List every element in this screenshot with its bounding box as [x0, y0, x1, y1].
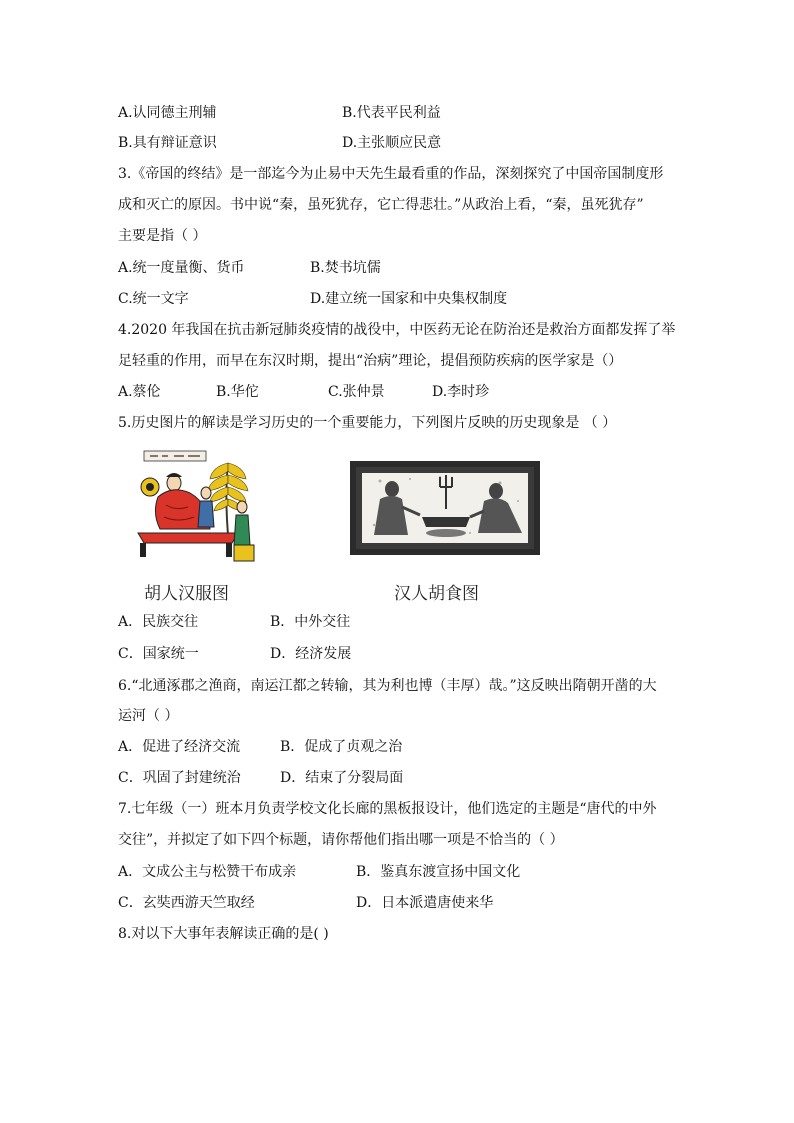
q3-option-c: C.统一文字 [118, 291, 189, 307]
q6-stem-line-2: 运河（ ） [118, 708, 179, 724]
q7-stem-line-2: 交往”，并拟定了如下四个标题，请你帮他们指出哪一项是不恰当的（ ） [118, 832, 564, 848]
q3-stem-line-1: 3.《帝国的终结》是一部迄今为止易中天先生最看重的作品，深刻探究了中国帝国制度形 [118, 166, 664, 182]
q3-option-b: B.焚书坑儒 [310, 260, 381, 276]
q4-stem-line-2: 足轻重的作用，而早在东汉时期，提出“治病”理论，提倡预防疾病的医学家是（） [118, 353, 623, 369]
q6-option-d: D．结束了分裂局面 [280, 770, 404, 786]
caption-han-hu-food: 汉人胡食图 [394, 584, 479, 604]
q6-option-a: A．促进了经济交流 [118, 739, 241, 755]
q2-option-c: B.具有辩证意识 [118, 135, 217, 151]
q2-option-a: A.认同德主刑辅 [118, 105, 217, 121]
q3-stem-line-3: 主要是指（ ） [118, 228, 207, 244]
q8-stem-line-1: 8.对以下大事年表解读正确的是( ) [118, 926, 329, 942]
q6-stem-line-1: 6.“北通涿郡之渔商，南运江都之转输，其为利也博（丰厚）哉。”这反映出隋朝开凿的大 [118, 678, 657, 694]
q7-option-c: C．玄奘西游天竺取经 [118, 895, 255, 911]
q5-stem-line-1: 5.历史图片的解读是学习历史的一个重要能力，下列图片反映的历史现象是 （ ） [118, 415, 617, 431]
hu-people-han-clothing-illustration [130, 449, 258, 571]
q3-stem-line-2: 成和灭亡的原因。书中说“秦，虽死犹存，它亡得悲壮。”从政治上看，“秦，虽死犹存” [118, 197, 644, 213]
q6-option-b: B．促成了贞观之治 [280, 739, 403, 755]
han-people-hu-food-rubbing [350, 461, 540, 555]
q5-option-c: C．国家统一 [118, 646, 199, 662]
q3-option-d: D.建立统一国家和中央集权制度 [310, 291, 508, 307]
q4-option-b: B.华佗 [216, 384, 259, 400]
q3-option-a: A.统一度量衡、货币 [118, 260, 245, 276]
q7-option-b: B．鉴真东渡宣扬中国文化 [356, 864, 521, 880]
q7-option-d: D．日本派遣唐使来华 [356, 895, 494, 911]
q4-stem-line-1: 4.2020 年我国在抗击新冠肺炎疫情的战役中，中医药无论在防治还是救治方面都发挥了举 [118, 322, 676, 338]
q4-option-c: C.张仲景 [328, 384, 385, 400]
q6-option-c: C．巩固了封建统治 [118, 770, 241, 786]
q5-option-d: D．经济发展 [270, 646, 352, 662]
q5-option-a: A．民族交往 [118, 614, 199, 630]
q4-option-d: D.李时珍 [432, 384, 490, 400]
caption-hu-han-clothing: 胡人汉服图 [144, 584, 229, 604]
q5-option-b: B．中外交往 [270, 614, 351, 630]
q2-option-d: D.主张顺应民意 [342, 135, 442, 151]
q2-option-b: B.代表平民利益 [342, 105, 441, 121]
q7-stem-line-1: 7.七年级（一）班本月负责学校文化长廊的黑板报设计，他们选定的主题是“唐代的中外 [118, 801, 657, 817]
q7-option-a: A．文成公主与松赞干布成亲 [118, 864, 297, 880]
q4-option-a: A.蔡伦 [118, 384, 161, 400]
